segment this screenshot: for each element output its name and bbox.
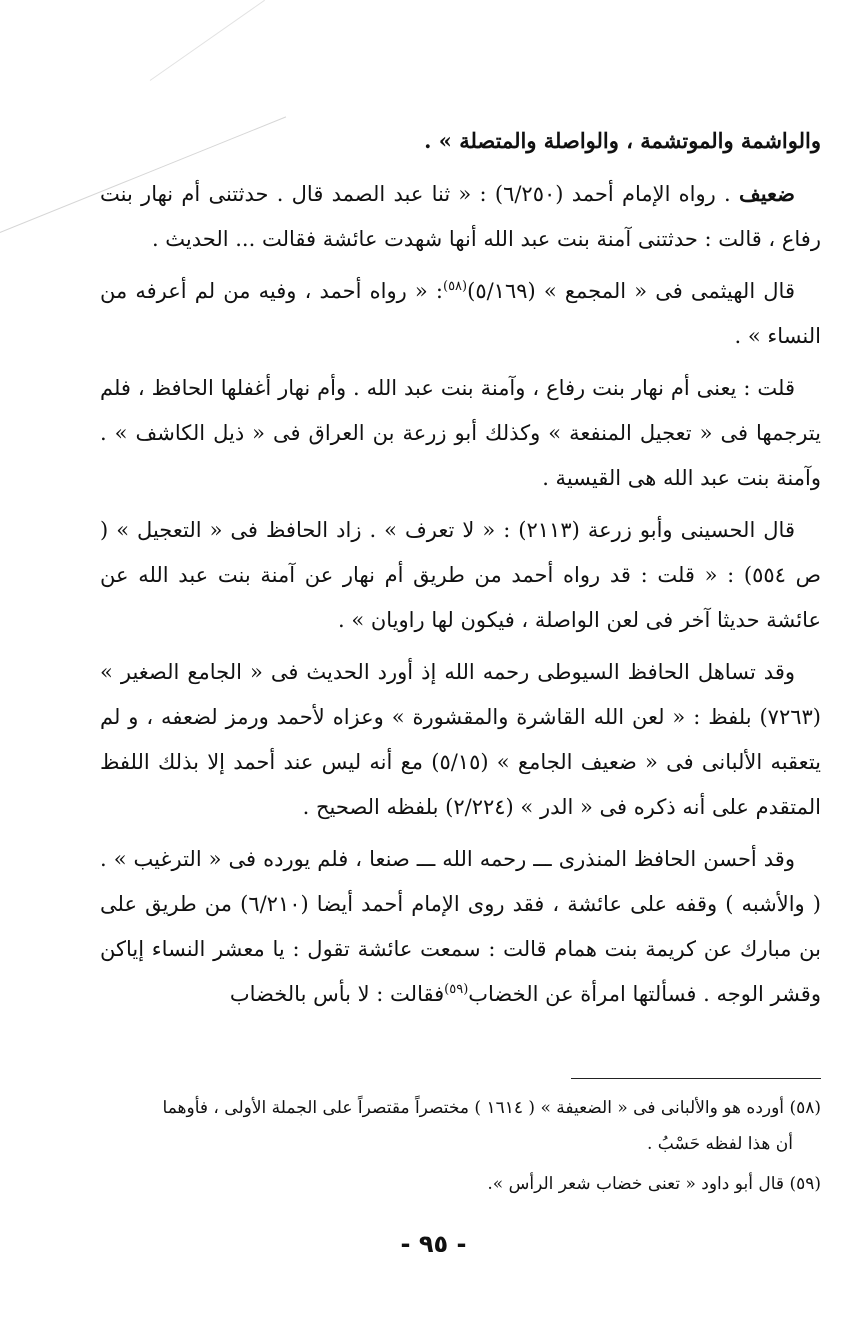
paragraph-text: : « رواه أحمد ، وفيه من لم أعرفه من النساء » . <box>100 279 821 348</box>
paragraph-text: وقد أحسن الحافظ المنذرى ـــ رحمه الله ـــ صنعا ، فلم يورده فى « الترغيب » . ( والأشبه ) وقفه على عائشة ، فقد روى الإمام أحمد أيضا (٦/٢١٠) من طريق على بن مبارك عن كريمة بنت همام قالت : سمعت عائشة تقول : يا معشر النساء إياكن وقشر الوجه . فسألتها امرأة عن الخضاب <box>100 847 821 1006</box>
footnote-divider <box>571 1078 821 1079</box>
footnote-ref-59: (٥٩) <box>444 982 469 997</box>
footnote-number: (٥٨) <box>789 1098 821 1118</box>
footnote-number: (٥٩) <box>789 1174 821 1194</box>
paragraph-text: فقالت : لا بأس بالخضاب <box>229 982 445 1006</box>
grading-keyword: ضعيف <box>738 181 795 206</box>
paragraph-husayni: قال الحسينى وأبو زرعة (٢١١٣) : « لا تعرف » . زاد الحافظ فى « التعجيل » ( ص ٥٥٤) : « قلت : قد رواه أحمد من طريق أم نهار عن آمنة بنت عبد الله عن عائشة حديثا آخر فى لعن الواصلة ، فيكون لها راويان » . <box>100 518 821 632</box>
footnote-ref-58: (٥٨) <box>442 279 468 294</box>
footnote-text: قال أبو داود « تعنى خضاب شعر الرأس ». <box>487 1174 785 1194</box>
paragraph-haythami <box>100 269 821 359</box>
paragraph-text: قال الهيثمى فى « المجمع » (٥/١٦٩) <box>467 279 795 303</box>
paragraph-suyuti: وقد تساهل الحافظ السيوطى رحمه الله إذ أورد الحديث فى « الجامع الصغير » (٧٢٦٣) بلفظ : « لعن الله القاشرة والمقشورة » وعزاه لأحمد ورمز لضعفه ، و لم يتعقبه الألبانى فى « ضعيف الجامع » (٥/١٥) مع أنه ليس عند أحمد إلا بذلك اللفظ المتقدم على أنه ذكره فى « الدر » (٢/٢٢٤) بلفظه الصحيح . <box>100 660 821 819</box>
page-number: - ٩٥ - <box>400 1230 467 1258</box>
scan-artifact-line <box>150 0 265 81</box>
footnote-59 <box>100 1166 821 1202</box>
footnotes <box>100 1090 821 1206</box>
footnote-58 <box>100 1090 821 1162</box>
opening-line: والواشمة والموتشمة ، والواصلة والمتصلة » . <box>424 128 821 153</box>
paragraph-comment: قلت : يعنى أم نهار بنت رفاع ، وآمنة بنت عبد الله . وأم نهار أغفلها الحافظ ، فلم يترجمها فى « تعجيل المنفعة » وكذلك أبو زرعة بن العراق فى « ذيل الكاشف » . وآمنة بنت عبد الله هى القيسية . <box>100 376 821 490</box>
paragraph-hadith-grading <box>100 171 821 262</box>
footnote-text: أورده هو والألبانى فى « الضعيفة » ( ١٦١٤ ) مختصراً مقتصراً على الجملة الأولى ، فأوهما <box>162 1098 785 1118</box>
footnote-text-continuation: أن هذا لفظه حَسْبُ . <box>646 1134 793 1154</box>
main-text <box>100 118 821 1024</box>
paragraph-mundhiri <box>100 837 821 1017</box>
paragraph-text: . رواه الإمام أحمد (٦/٢٥٠) : « ثنا عبد الصمد قال . حدثتنى أم نهار بنت رفاع ، قالت : حدثتنى آمنة بنت عبد الله أنها شهدت عائشة فقالت ... الحديث . <box>100 182 821 251</box>
